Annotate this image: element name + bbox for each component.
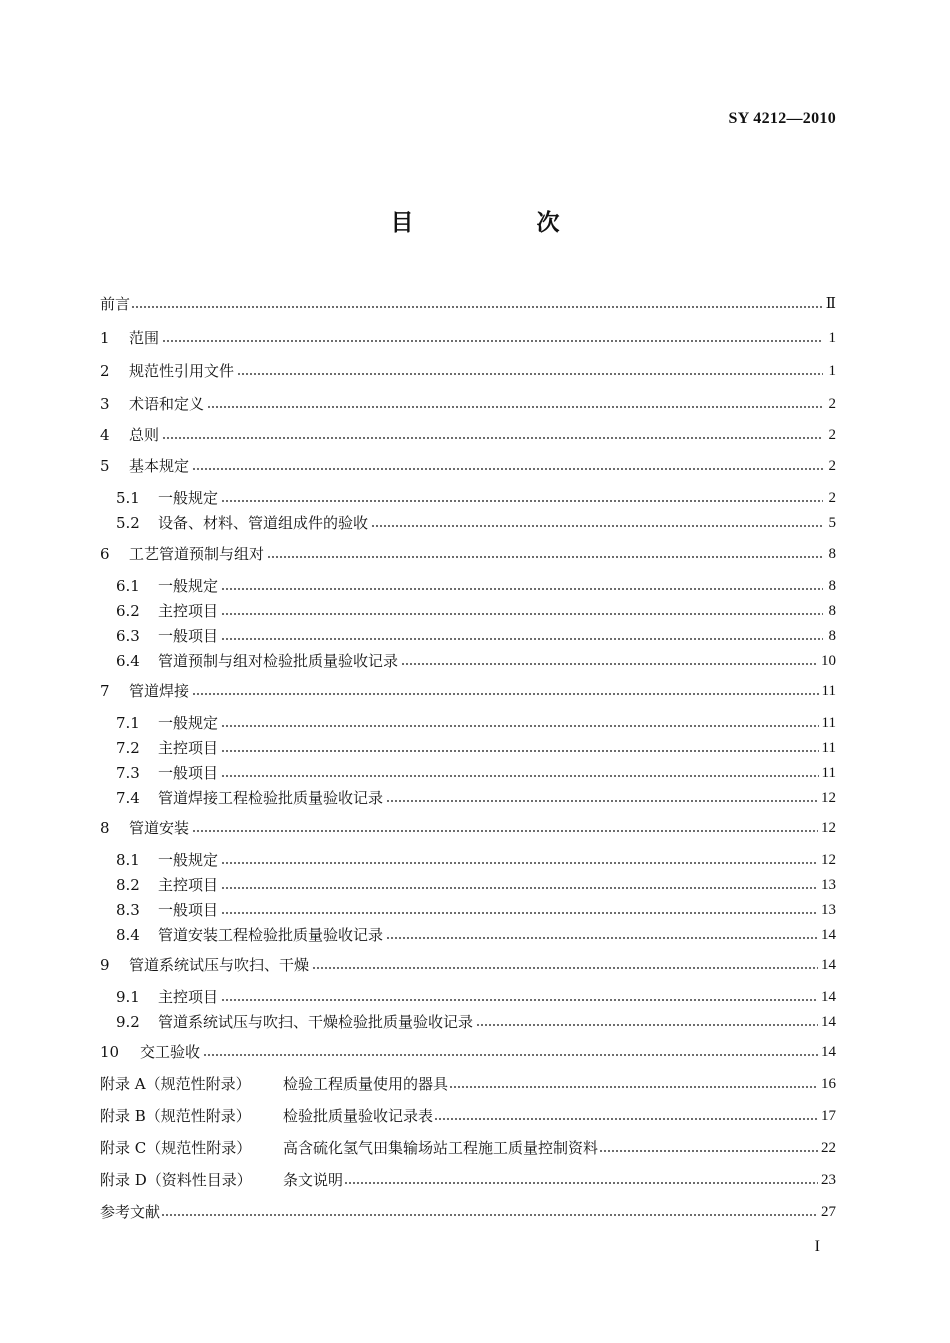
leader-dots	[221, 612, 823, 616]
toc-entry-label: 一般规定	[158, 489, 219, 507]
toc-entry-label: 检验批质量验收记录表	[283, 1107, 434, 1125]
toc-entry-number: 7.2	[116, 739, 140, 757]
toc-entry-page: 16	[821, 1076, 836, 1092]
toc-subentry[interactable]	[116, 599, 836, 621]
toc-entry-page: 22	[821, 1140, 836, 1156]
toc-appendix-number: 附录 B（规范性附录）	[100, 1107, 251, 1125]
toc-entry-label: 一般项目	[158, 764, 219, 782]
toc-entry-page: 27	[821, 1204, 836, 1220]
toc-entry-label: 一般项目	[158, 627, 219, 645]
toc-entry-page: 23	[821, 1172, 836, 1188]
leader-dots	[221, 637, 823, 641]
toc-subentry[interactable]	[116, 511, 836, 533]
toc-entry-label: 参考文献	[100, 1203, 161, 1221]
leader-dots	[192, 829, 818, 833]
toc-appendix-number: 附录 A（规范性附录）	[100, 1075, 251, 1093]
toc-entry-label: 条文说明	[283, 1171, 344, 1189]
toc-entry-number: 6.2	[116, 602, 140, 620]
toc-entry-page: 1	[828, 363, 836, 379]
toc-entry-number: 9.2	[116, 1013, 140, 1031]
leader-dots	[344, 1181, 818, 1185]
toc-entry-number: 9	[100, 956, 110, 974]
leader-dots	[221, 861, 818, 865]
toc-subentry[interactable]	[116, 985, 836, 1007]
toc-entry-page: 12	[821, 820, 836, 836]
toc-entry-label: 一般规定	[158, 714, 219, 732]
toc-entry-page: 11	[821, 740, 836, 756]
toc-entry-page: Ⅱ	[825, 296, 836, 312]
leader-dots	[207, 405, 823, 409]
toc-entry-label: 基本规定	[129, 457, 190, 475]
toc-entry-page: 11	[821, 715, 836, 731]
toc-entry-number: 9.1	[116, 988, 140, 1006]
toc-entry-label: 高含硫化氢气田集输场站工程施工质量控制资料	[283, 1139, 599, 1157]
leader-dots	[386, 799, 818, 803]
toc-entry-page: 14	[821, 927, 836, 943]
toc-entry-page: 14	[821, 1044, 836, 1060]
toc-entry[interactable]	[100, 953, 836, 975]
toc-entry-label: 管道焊接工程检验批质量验收记录	[158, 789, 384, 807]
toc-subentry[interactable]	[116, 898, 836, 920]
toc-entry-page: 10	[821, 653, 836, 669]
leader-dots	[221, 911, 818, 915]
toc-entry-number: 8.4	[116, 926, 140, 944]
toc-entry-number: 2	[100, 362, 110, 380]
toc-entry-label: 工艺管道预制与组对	[129, 545, 265, 563]
toc-subentry[interactable]	[116, 786, 836, 808]
toc-subentry[interactable]	[116, 848, 836, 870]
toc-subentry[interactable]	[116, 736, 836, 758]
leader-dots	[221, 749, 819, 753]
leader-dots	[203, 1053, 818, 1057]
toc-entry-number: 5.2	[116, 514, 140, 532]
leader-dots	[221, 499, 823, 503]
leader-dots	[401, 662, 818, 666]
toc-entry-page: 12	[821, 790, 836, 806]
toc-entry-label: 一般规定	[158, 851, 219, 869]
toc-entry-page: 12	[821, 852, 836, 868]
toc-entry[interactable]	[100, 542, 836, 564]
leader-dots	[162, 436, 823, 440]
toc-entry-page: 2	[828, 396, 836, 412]
toc-entry-page: 8	[828, 628, 836, 644]
toc-subentry[interactable]	[116, 873, 836, 895]
leader-dots	[221, 886, 818, 890]
leader-dots	[599, 1149, 818, 1153]
leader-dots	[161, 1213, 818, 1217]
toc-appendix-d[interactable]	[100, 1168, 836, 1190]
toc-entry-label: 管道安装	[129, 819, 190, 837]
toc-subentry[interactable]	[116, 486, 836, 508]
leader-dots	[221, 774, 819, 778]
toc-entry-label: 设备、材料、管道组成件的验收	[158, 514, 369, 532]
toc-entry-label: 检验工程质量使用的器具	[283, 1075, 449, 1093]
leader-dots	[221, 724, 819, 728]
leader-dots	[476, 1023, 818, 1027]
toc-appendix-number: 附录 C（规范性附录）	[100, 1139, 252, 1157]
toc-entry-page: 2	[828, 458, 836, 474]
toc-entry-number: 7.3	[116, 764, 140, 782]
toc-entry[interactable]	[100, 816, 836, 838]
page-number: I	[814, 1238, 820, 1255]
toc-entry-page: 13	[821, 902, 836, 918]
toc-entry-number: 6	[100, 545, 110, 563]
toc-subentry[interactable]	[116, 711, 836, 733]
toc-entry-label: 规范性引用文件	[129, 362, 235, 380]
toc-entry-foreword[interactable]	[100, 292, 836, 314]
toc-entry-number: 8.1	[116, 851, 140, 869]
toc-entry-label: 范围	[129, 329, 160, 347]
toc-entry-page: 8	[828, 546, 836, 562]
toc-appendix-b[interactable]	[100, 1104, 836, 1126]
toc-entry-number: 8.2	[116, 876, 140, 894]
toc-entry-page: 11	[821, 765, 836, 781]
toc-entry-label: 一般规定	[158, 577, 219, 595]
leader-dots	[237, 372, 823, 376]
toc-entry-number: 6.4	[116, 652, 140, 670]
toc-entry-label: 前言	[100, 295, 131, 313]
toc-entry-label: 一般项目	[158, 901, 219, 919]
toc-entry-number: 10	[100, 1043, 120, 1061]
leader-dots	[312, 966, 818, 970]
toc-entry[interactable]	[100, 423, 836, 445]
toc-entry-label: 管道安装工程检验批质量验收记录	[158, 926, 384, 944]
toc-entry-label: 总则	[129, 426, 160, 444]
toc-appendix-number: 附录 D（资料性目录）	[100, 1171, 252, 1189]
toc-appendix-a[interactable]	[100, 1072, 836, 1094]
toc-entry-page: 14	[821, 989, 836, 1005]
standard-code: SY 4212—2010	[728, 110, 836, 127]
toc-subentry[interactable]	[116, 624, 836, 646]
toc-entry-label: 主控项目	[158, 602, 219, 620]
toc-entry[interactable]	[100, 679, 836, 701]
toc-entry-number: 8	[100, 819, 110, 837]
toc-subentry[interactable]	[116, 761, 836, 783]
toc-entry[interactable]	[100, 359, 836, 381]
leader-dots	[192, 692, 819, 696]
toc-appendix-c[interactable]	[100, 1136, 836, 1158]
toc-entry-page: 8	[828, 578, 836, 594]
toc-entry-number: 7.1	[116, 714, 140, 732]
toc-entry-number: 4	[100, 426, 110, 444]
toc-entry[interactable]	[100, 454, 836, 476]
toc-subentry[interactable]	[116, 923, 836, 945]
toc-entry-page: 17	[821, 1108, 836, 1124]
toc-entry-number: 6.3	[116, 627, 140, 645]
toc-entry-page: 8	[828, 603, 836, 619]
leader-dots	[267, 555, 823, 559]
toc-entry-page: 1	[828, 330, 836, 346]
toc-entry[interactable]	[100, 1040, 836, 1062]
toc-entry-number: 3	[100, 395, 110, 413]
toc-subentry[interactable]	[116, 1010, 836, 1032]
leader-dots	[221, 998, 818, 1002]
toc-entry-label: 主控项目	[158, 988, 219, 1006]
leader-dots	[434, 1117, 818, 1121]
leader-dots	[371, 524, 823, 528]
leader-dots	[221, 587, 823, 591]
toc-entry[interactable]	[100, 392, 836, 414]
toc-entry-label: 管道系统试压与吹扫、干燥检验批质量验收记录	[158, 1013, 474, 1031]
toc-entry-number: 1	[100, 329, 110, 347]
toc-entry-page: 11	[821, 683, 836, 699]
toc-entry-page: 13	[821, 877, 836, 893]
toc-entry[interactable]	[100, 326, 836, 348]
toc-entry-page: 2	[828, 427, 836, 443]
toc-entry-number: 7.4	[116, 789, 140, 807]
leader-dots	[192, 467, 823, 471]
toc-subentry[interactable]	[116, 649, 836, 671]
toc-entry-label: 交工验收	[140, 1043, 201, 1061]
toc-entry-number: 5.1	[116, 489, 140, 507]
toc-entry-page: 14	[821, 1014, 836, 1030]
toc-entry-page: 5	[828, 515, 836, 531]
toc-entry-label: 管道系统试压与吹扫、干燥	[129, 956, 310, 974]
leader-dots	[449, 1085, 818, 1089]
leader-dots	[386, 936, 818, 940]
page-title: 目 次	[390, 210, 610, 236]
toc-entry-page: 2	[828, 490, 836, 506]
toc-entry-label: 术语和定义	[129, 395, 205, 413]
toc-entry-label: 管道预制与组对检验批质量验收记录	[158, 652, 399, 670]
toc-entry-references[interactable]	[100, 1200, 836, 1222]
toc-subentry[interactable]	[116, 574, 836, 596]
toc-entry-number: 8.3	[116, 901, 140, 919]
toc-entry-page: 14	[821, 957, 836, 973]
toc-entry-label: 主控项目	[158, 876, 219, 894]
toc-entry-label: 主控项目	[158, 739, 219, 757]
leader-dots	[162, 339, 823, 343]
toc-entry-label: 管道焊接	[129, 682, 190, 700]
toc-entry-number: 5	[100, 457, 110, 475]
leader-dots	[131, 305, 823, 309]
toc-entry-number: 7	[100, 682, 110, 700]
toc-entry-number: 6.1	[116, 577, 140, 595]
